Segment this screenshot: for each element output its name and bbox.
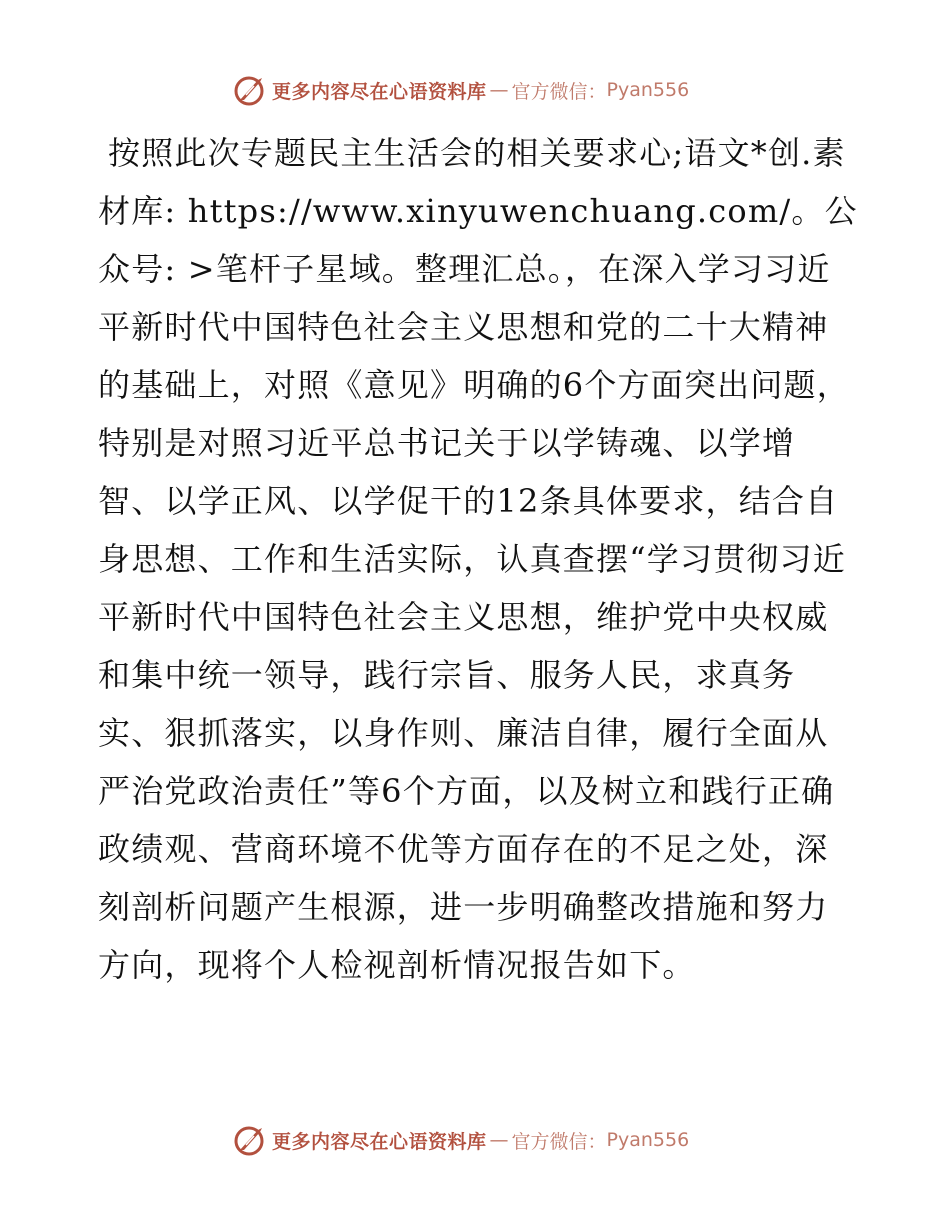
footer-banner [232, 1120, 752, 1160]
banner-brand-text: 更多内容尽在心语资料库 [272, 1130, 487, 1153]
banner-contact-id: Pyan556 [606, 1129, 690, 1151]
header-banner [232, 70, 752, 110]
banner-contact-id: Pyan556 [606, 79, 690, 101]
banner-separator: — [489, 1129, 509, 1151]
banner-contact-label: 官方微信： [511, 80, 607, 103]
banner-brand-text: 更多内容尽在心语资料库 [272, 80, 487, 103]
body-paragraph: 按照此次专题民主生活会的相关要求心;语文*创.素材库: https://www.xinyuwenchuang.com/。公众号: >笔杆子星域。整理汇总。，在深入学习习近平新时代中国特色社会主义思想和党的二十大精神的基础上，对照《意见》明确的6个方面突出问题，特别是对照习近平总书记关于以学铸魂、以学增智、以学正风、以学促干的12条具体要求，结合自身思想、工作和生活实际，认真查摆“学习贯彻习近平新时代中国特色社会主义思想，维护党中央权威和集中统一领导，践行宗旨、服务人民，求真务实、狠抓落实，以身作则、廉洁自律，履行全面从严治党政治责任”等6个方面，以及树立和践行正确政绩观、营商环境不优等方面存在的不足之处，深刻剖析问题产生根源，进一步明确整改措施和努力方向，现将个人检视剖析情况报告如下。 [98, 134, 858, 984]
document-body [98, 124, 858, 994]
banner-contact-label: 官方微信： [511, 1130, 607, 1153]
banner-separator: — [489, 79, 509, 101]
quill-logo-icon [232, 1122, 268, 1158]
quill-logo-icon [232, 72, 268, 108]
